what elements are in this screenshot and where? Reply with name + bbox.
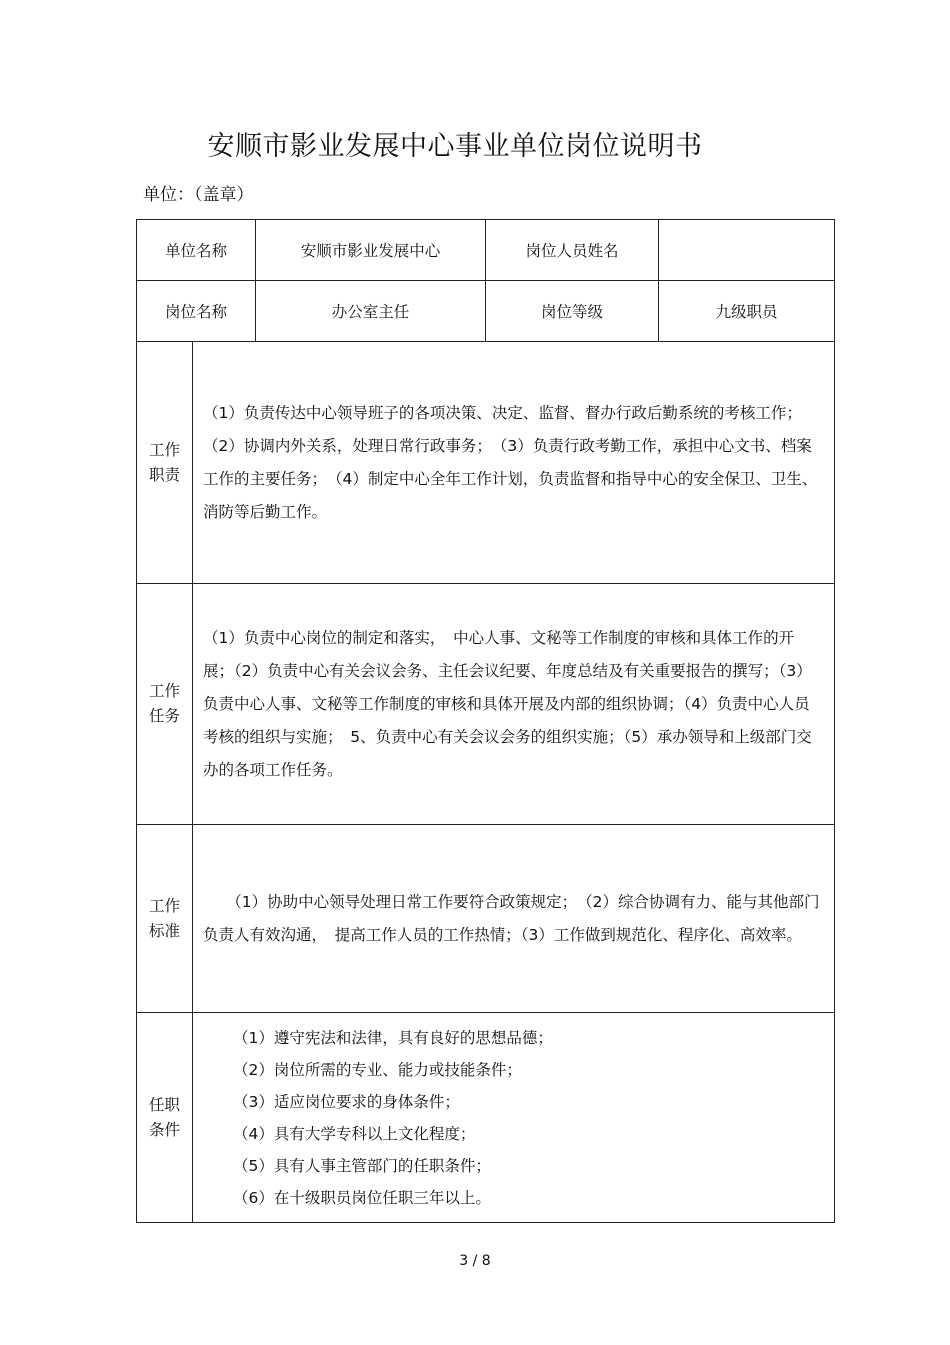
page-title: 安顺市影业发展中心事业单位岗位说明书 bbox=[207, 131, 703, 162]
tasks-text: （1）负责中心岗位的制定和落实， 中心人事、文秘等工作制度的审核和具体工作的开展；（2）负责中心有关会议会务、主任会议纪要、年度总结及有关重要报告的撰写；（3）负责中心人事、文秘等工作制度的审核和具体开展及内部的组织协调；（4）负责中心人员考核的组织与实施； 5、负责中心有关会议会务的组织实施；（5）承办领导和上级部门交办的各项工作任务。 bbox=[193, 584, 835, 825]
unit-stamp-line: 单位：（盖章） bbox=[143, 185, 254, 205]
table-row bbox=[137, 825, 835, 1013]
list-item: （3）适应岗位要求的身体条件； bbox=[233, 1092, 460, 1111]
page-number: 3 / 8 bbox=[459, 1253, 491, 1269]
job-description-table bbox=[136, 219, 835, 1223]
post-name-value: 办公室主任 bbox=[256, 281, 486, 342]
post-grade-value: 九级职员 bbox=[659, 281, 835, 342]
duties-label: 工作 职责 bbox=[137, 342, 193, 584]
table-row bbox=[137, 584, 835, 825]
list-item: （2）岗位所需的专业、能力或技能条件； bbox=[233, 1060, 522, 1079]
tasks-label: 工作 任务 bbox=[137, 584, 193, 825]
list-item: （6）在十级职员岗位任职三年以上。 bbox=[233, 1188, 491, 1207]
list-item: （4）具有大学专科以上文化程度； bbox=[233, 1124, 476, 1143]
person-name-value bbox=[659, 220, 835, 281]
unit-name-label: 单位名称 bbox=[137, 220, 256, 281]
requirements-list bbox=[193, 1013, 835, 1223]
duties-text: （1）负责传达中心领导班子的各项决策、决定、监督、督办行政后勤系统的考核工作；（2）协调内外关系，处理日常行政事务； （3）负责行政考勤工作，承担中心文书、档案工作的主要任务； （4）制定中心全年工作计划，负责监督和指导中心的安全保卫、卫生、消防等后勤工作。 bbox=[193, 342, 835, 584]
requirements-label: 任职 条件 bbox=[137, 1013, 193, 1223]
person-name-label: 岗位人员姓名 bbox=[486, 220, 659, 281]
post-name-label: 岗位名称 bbox=[137, 281, 256, 342]
standards-label: 工作 标准 bbox=[137, 825, 193, 1013]
table-row bbox=[137, 220, 835, 281]
table-row bbox=[137, 342, 835, 584]
table-row bbox=[137, 1013, 835, 1223]
list-item: （1）遵守宪法和法律，具有良好的思想品德； bbox=[233, 1028, 553, 1047]
table-row bbox=[137, 281, 835, 342]
post-grade-label: 岗位等级 bbox=[486, 281, 659, 342]
unit-name-value: 安顺市影业发展中心 bbox=[256, 220, 486, 281]
standards-text: （1）协助中心领导处理日常工作要符合政策规定； （2）综合协调有力、能与其他部门负责人有效沟通， 提高工作人员的工作热情；（3）工作做到规范化、程序化、高效率。 bbox=[193, 825, 835, 1013]
list-item: （5）具有人事主管部门的任职条件； bbox=[233, 1156, 491, 1175]
